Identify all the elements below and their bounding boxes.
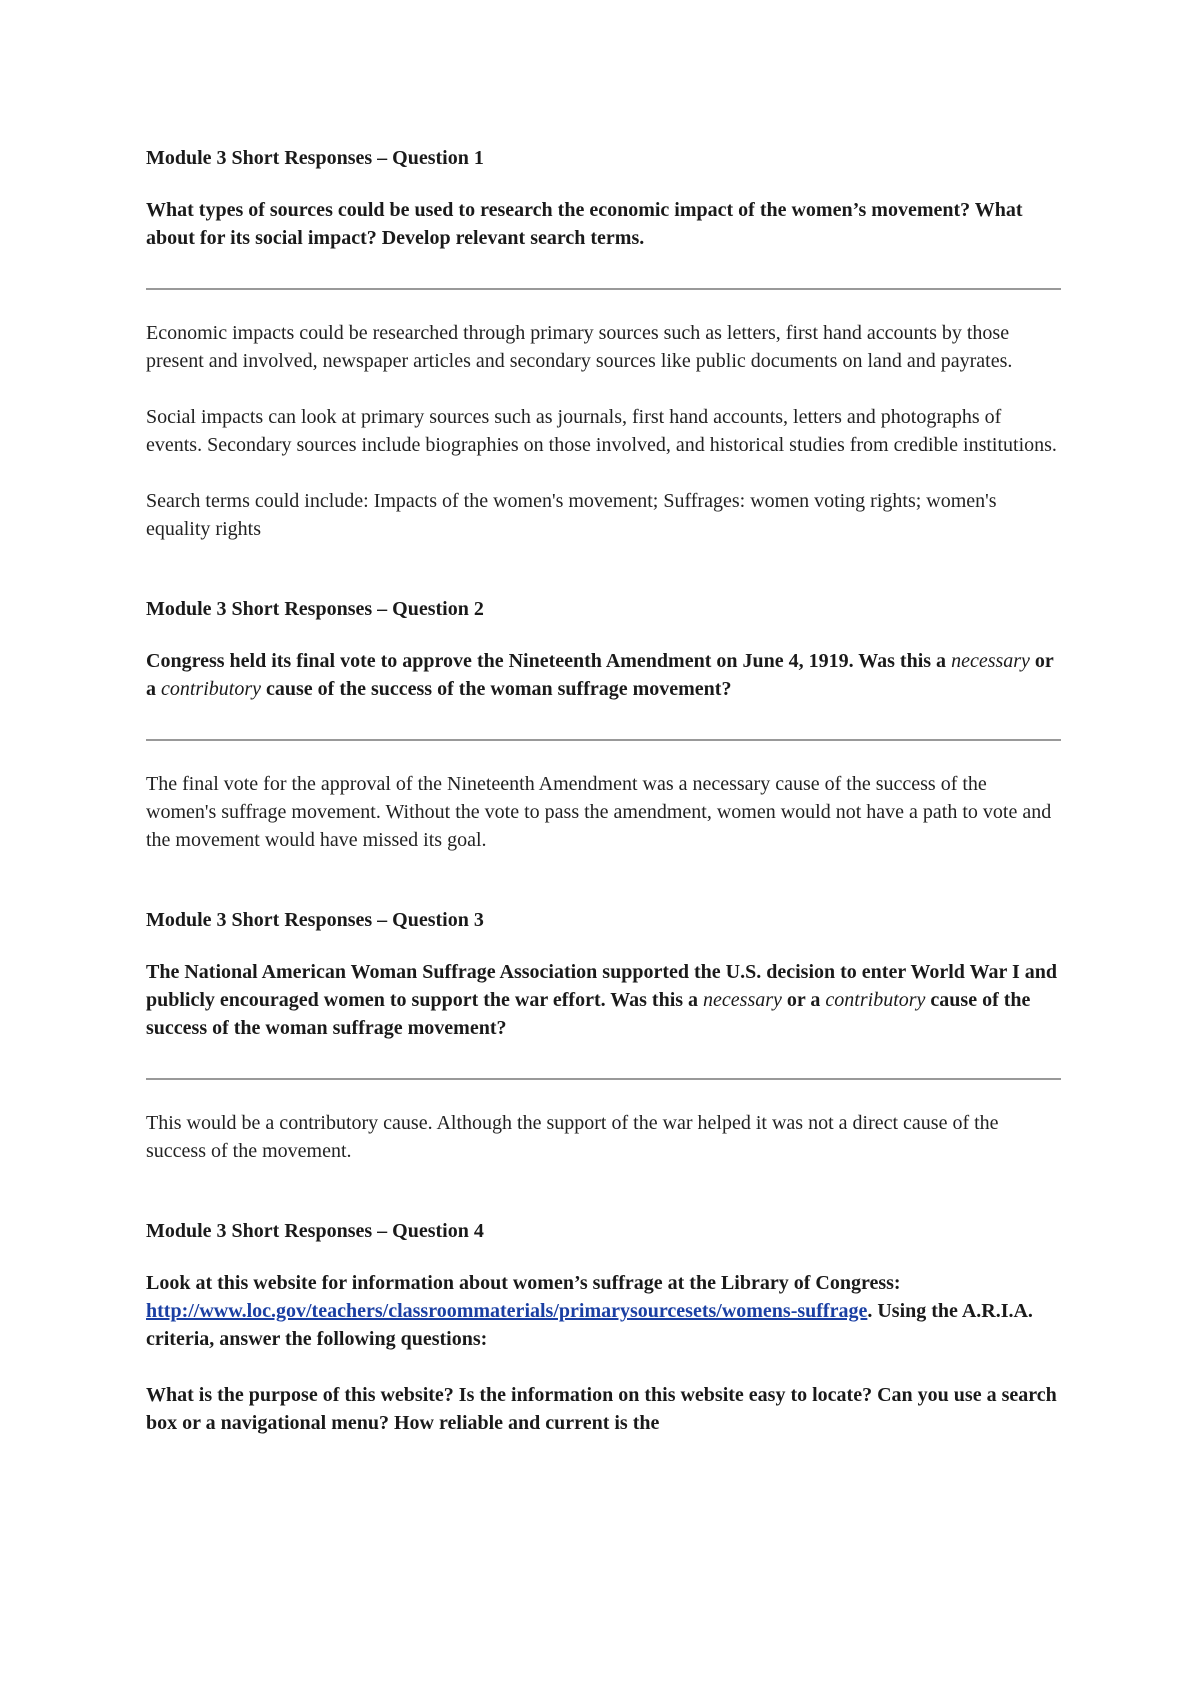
question-3-prompt xyxy=(146,958,1061,1042)
question-4-intro-start: Look at this website for information about women’s suffrage at the Library of Congress: xyxy=(146,1272,901,1294)
answer-divider xyxy=(146,1078,1061,1080)
question-3-heading-text: Module 3 Short Responses – Question 3 xyxy=(146,909,484,931)
question-3-necessary-term: necessary xyxy=(703,989,782,1011)
question-1-answer-paragraph: Search terms could include: Impacts of the women's movement; Suffrages: women voting rights; women's equality rights xyxy=(146,490,997,540)
question-4-heading-text: Module 3 Short Responses – Question 4 xyxy=(146,1220,484,1242)
question-1-answer-paragraph: Social impacts can look at primary sources such as journals, first hand accounts, letters and photographs of events. Secondary sources include biographies on those involved, and historical studies from credible institutions. xyxy=(146,406,1057,456)
question-3-heading xyxy=(146,906,1061,934)
answer-divider xyxy=(146,739,1061,741)
question-1-heading xyxy=(146,144,1061,172)
question-3-answer: This would be a contributory cause. Although the support of the war helped it was not a direct cause of the success of the movement. xyxy=(146,1112,999,1162)
question-2-prompt xyxy=(146,647,1061,703)
question-4-intro xyxy=(146,1269,1061,1353)
question-1-prompt: What types of sources could be used to research the economic impact of the women’s movement? What about for its social impact? Develop relevant search terms. xyxy=(146,199,1023,249)
question-1-heading-text: Module 3 Short Responses – Question 1 xyxy=(146,147,484,169)
question-4-heading xyxy=(146,1217,1061,1245)
question-1-answer-paragraph: Economic impacts could be researched through primary sources such as letters, first hand accounts by those present and involved, newspaper articles and secondary sources like public documents on land and payrates. xyxy=(146,322,1013,372)
question-2-necessary-term: necessary xyxy=(951,650,1030,672)
question-3-contributory-term: contributory xyxy=(825,989,926,1011)
question-3-prompt-mid: or a xyxy=(781,989,826,1011)
question-2-contributory-term: contributory xyxy=(161,678,261,700)
question-2-heading-text: Module 3 Short Responses – Question 2 xyxy=(146,598,484,620)
question-1-section xyxy=(146,144,1061,543)
library-of-congress-link[interactable]: http://www.loc.gov/teachers/classroommaterials/primarysourcesets/womens-suffrage xyxy=(146,1300,868,1322)
question-2-section xyxy=(146,595,1061,854)
document-page xyxy=(146,144,1061,1465)
question-2-prompt-end: cause of the success of the woman suffrage movement? xyxy=(261,678,732,700)
question-4-section xyxy=(146,1217,1061,1437)
question-3-section xyxy=(146,906,1061,1165)
question-4-sub-questions: What is the purpose of this website? Is the information on this website easy to locate? Can you use a search box or a navigational menu? How reliable and current is the xyxy=(146,1384,1057,1434)
question-4-intro-end: . Using the A.R.I.A. criteria, answer the following questions: xyxy=(146,1300,1033,1350)
question-2-heading xyxy=(146,595,1061,623)
answer-divider xyxy=(146,288,1061,290)
question-2-prompt-mid: or a xyxy=(146,650,1054,700)
question-3-prompt-start: The National American Woman Suffrage Association supported the U.S. decision to enter World War I and publicly encouraged women to support the war effort. Was this a xyxy=(146,961,1058,1011)
question-2-prompt-start: Congress held its final vote to approve the Nineteenth Amendment on June 4, 1919. Was this a xyxy=(146,650,952,672)
question-2-answer: The final vote for the approval of the Nineteenth Amendment was a necessary cause of the success of the women's suffrage movement. Without the vote to pass the amendment, women would not have a path to vote and the movement would have missed its goal. xyxy=(146,773,1052,851)
question-3-prompt-end: cause of the success of the woman suffrage movement? xyxy=(146,989,1031,1039)
